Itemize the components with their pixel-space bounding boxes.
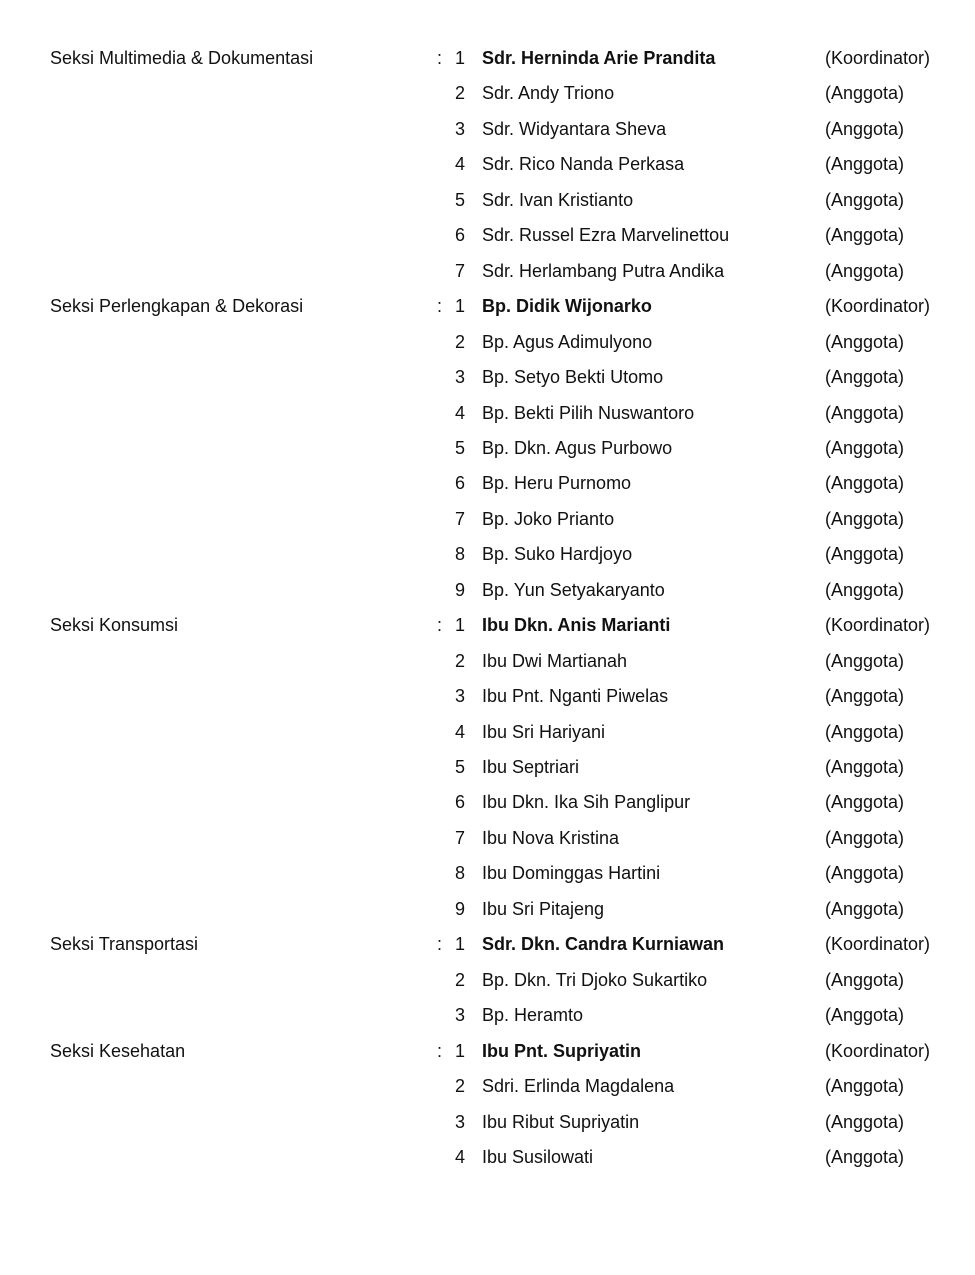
member-number: 3 bbox=[454, 367, 465, 388]
member-number: 1 bbox=[454, 1040, 465, 1061]
member-role: (Anggota) bbox=[825, 1005, 905, 1026]
member-role: (Anggota) bbox=[825, 437, 905, 458]
member-role: (Anggota) bbox=[825, 686, 905, 707]
member-role: (Anggota) bbox=[825, 757, 905, 777]
coordinator-name: Ibu Dkn. Anis Marianti bbox=[482, 615, 671, 636]
member-name: Sdr. Rico Nanda Perkasa bbox=[482, 154, 685, 175]
section-colon: : bbox=[437, 615, 443, 636]
member-row bbox=[0, 856, 975, 891]
member-number: 3 bbox=[454, 1111, 465, 1132]
member-role: (Anggota) bbox=[825, 650, 905, 671]
member-number: 5 bbox=[454, 189, 465, 210]
member-name: Bp. Bekti Pilih Nuswantoro bbox=[482, 402, 695, 423]
member-number: 5 bbox=[454, 757, 465, 777]
member-number: 4 bbox=[454, 402, 465, 423]
member-number: 1 bbox=[454, 48, 465, 68]
member-role: (Anggota) bbox=[825, 331, 905, 352]
member-number: 1 bbox=[454, 615, 465, 636]
member-number: 4 bbox=[454, 721, 465, 742]
member-number: 2 bbox=[454, 969, 465, 990]
member-role: (Anggota) bbox=[825, 721, 905, 742]
member-name: Bp. Heramto bbox=[482, 1005, 584, 1026]
member-number: 7 bbox=[454, 827, 465, 848]
section-colon: : bbox=[437, 934, 443, 955]
member-role: (Koordinator) bbox=[825, 934, 931, 955]
section-name: Seksi Konsumsi bbox=[50, 615, 179, 636]
member-role: (Koordinator) bbox=[825, 1040, 931, 1061]
member-name: Ibu Pnt. Nganti Piwelas bbox=[482, 686, 669, 707]
member-row bbox=[0, 1140, 975, 1175]
member-row bbox=[0, 750, 975, 785]
member-row bbox=[0, 998, 975, 1033]
section-header-row bbox=[0, 1034, 975, 1069]
coordinator-name: Ibu Pnt. Supriyatin bbox=[482, 1040, 642, 1061]
member-row bbox=[0, 537, 975, 572]
member-row bbox=[0, 573, 975, 608]
member-name: Sdr. Ivan Kristianto bbox=[482, 189, 634, 210]
member-row bbox=[0, 502, 975, 537]
member-role: (Koordinator) bbox=[825, 615, 931, 636]
section-colon: : bbox=[437, 296, 443, 317]
member-role: (Koordinator) bbox=[825, 296, 931, 317]
section-header-row bbox=[0, 927, 975, 962]
member-role: (Anggota) bbox=[825, 118, 905, 139]
coordinator-name: Bp. Didik Wijonarko bbox=[482, 296, 652, 317]
coordinator-name: Sdr. Dkn. Candra Kurniawan bbox=[482, 934, 725, 955]
member-number: 1 bbox=[454, 296, 465, 317]
member-row bbox=[0, 1069, 975, 1104]
section-header-row bbox=[0, 289, 975, 324]
section-header-row bbox=[0, 608, 975, 643]
member-name: Sdr. Widyantara Sheva bbox=[482, 118, 667, 139]
member-number: 2 bbox=[454, 83, 465, 104]
member-number: 6 bbox=[454, 225, 465, 246]
member-role: (Anggota) bbox=[825, 154, 905, 175]
member-name: Bp. Dkn. Agus Purbowo bbox=[482, 437, 673, 458]
member-number: 4 bbox=[454, 1146, 465, 1167]
member-row bbox=[0, 644, 975, 679]
member-role: (Anggota) bbox=[825, 579, 905, 600]
member-number: 3 bbox=[454, 118, 465, 139]
member-name: Sdri. Erlinda Magdalena bbox=[482, 1076, 675, 1097]
member-number: 7 bbox=[454, 260, 465, 281]
member-role: (Anggota) bbox=[825, 83, 905, 104]
member-name: Bp. Suko Hardjoyo bbox=[482, 544, 633, 565]
member-row bbox=[0, 1105, 975, 1140]
member-row bbox=[0, 112, 975, 147]
member-name: Bp. Heru Purnomo bbox=[482, 473, 632, 494]
member-number: 7 bbox=[454, 508, 465, 529]
member-row bbox=[0, 360, 975, 395]
section-colon: : bbox=[437, 48, 443, 68]
member-name: Bp. Agus Adimulyono bbox=[482, 331, 653, 352]
member-role: (Anggota) bbox=[825, 189, 905, 210]
member-row bbox=[0, 76, 975, 111]
member-name: Ibu Ribut Supriyatin bbox=[482, 1111, 640, 1132]
member-role: (Anggota) bbox=[825, 827, 905, 848]
member-number: 8 bbox=[454, 863, 465, 884]
member-row bbox=[0, 218, 975, 253]
member-row bbox=[0, 466, 975, 501]
member-name: Bp. Setyo Bekti Utomo bbox=[482, 367, 664, 388]
member-role: (Anggota) bbox=[825, 1076, 905, 1097]
section-name: Seksi Multimedia & Dokumentasi bbox=[50, 48, 314, 68]
member-number: 2 bbox=[454, 650, 465, 671]
member-name: Ibu Dwi Martianah bbox=[482, 650, 628, 671]
member-number: 1 bbox=[454, 934, 465, 955]
member-number: 3 bbox=[454, 1005, 465, 1026]
member-role: (Anggota) bbox=[825, 260, 905, 281]
member-row bbox=[0, 821, 975, 856]
member-row bbox=[0, 679, 975, 714]
member-number: 2 bbox=[454, 331, 465, 352]
member-number: 9 bbox=[454, 898, 465, 919]
member-name: Ibu Nova Kristina bbox=[482, 827, 620, 848]
member-number: 9 bbox=[454, 579, 465, 600]
member-name: Bp. Yun Setyakaryanto bbox=[482, 579, 665, 600]
section-name: Seksi Kesehatan bbox=[50, 1040, 186, 1061]
member-role: (Anggota) bbox=[825, 898, 905, 919]
member-row bbox=[0, 183, 975, 218]
member-row bbox=[0, 715, 975, 750]
member-number: 3 bbox=[454, 686, 465, 707]
member-row bbox=[0, 892, 975, 927]
member-name: Ibu Septriari bbox=[482, 757, 580, 777]
member-role: (Anggota) bbox=[825, 544, 905, 565]
member-number: 4 bbox=[454, 154, 465, 175]
member-role: (Koordinator) bbox=[825, 48, 931, 68]
member-row bbox=[0, 431, 975, 466]
member-number: 6 bbox=[454, 792, 465, 813]
member-name: Sdr. Andy Triono bbox=[482, 83, 615, 104]
section-colon: : bbox=[437, 1040, 443, 1061]
member-name: Bp. Dkn. Tri Djoko Sukartiko bbox=[482, 969, 708, 990]
section-name: Seksi Perlengkapan & Dekorasi bbox=[50, 296, 304, 317]
member-row bbox=[0, 396, 975, 431]
member-role: (Anggota) bbox=[825, 792, 905, 813]
member-row bbox=[0, 325, 975, 360]
member-name: Ibu Dkn. Ika Sih Panglipur bbox=[482, 792, 691, 813]
coordinator-name: Sdr. Herninda Arie Prandita bbox=[482, 48, 716, 68]
member-role: (Anggota) bbox=[825, 473, 905, 494]
member-role: (Anggota) bbox=[825, 1146, 905, 1167]
member-role: (Anggota) bbox=[825, 1111, 905, 1132]
member-row bbox=[0, 147, 975, 182]
member-role: (Anggota) bbox=[825, 225, 905, 246]
member-number: 2 bbox=[454, 1076, 465, 1097]
member-number: 5 bbox=[454, 437, 465, 458]
member-number: 8 bbox=[454, 544, 465, 565]
member-row bbox=[0, 785, 975, 820]
member-row bbox=[0, 254, 975, 289]
member-role: (Anggota) bbox=[825, 969, 905, 990]
member-name: Sdr. Russel Ezra Marvelinettou bbox=[482, 225, 730, 246]
member-name: Ibu Sri Hariyani bbox=[482, 721, 606, 742]
member-name: Sdr. Herlambang Putra Andika bbox=[482, 260, 725, 281]
member-name: Ibu Susilowati bbox=[482, 1146, 594, 1167]
member-name: Ibu Dominggas Hartini bbox=[482, 863, 661, 884]
member-role: (Anggota) bbox=[825, 367, 905, 388]
member-number: 6 bbox=[454, 473, 465, 494]
section-header-row bbox=[0, 41, 975, 76]
member-role: (Anggota) bbox=[825, 863, 905, 884]
member-name: Ibu Sri Pitajeng bbox=[482, 898, 605, 919]
section-name: Seksi Transportasi bbox=[50, 934, 199, 955]
member-name: Bp. Joko Prianto bbox=[482, 508, 615, 529]
member-role: (Anggota) bbox=[825, 508, 905, 529]
member-row bbox=[0, 963, 975, 998]
member-role: (Anggota) bbox=[825, 402, 905, 423]
